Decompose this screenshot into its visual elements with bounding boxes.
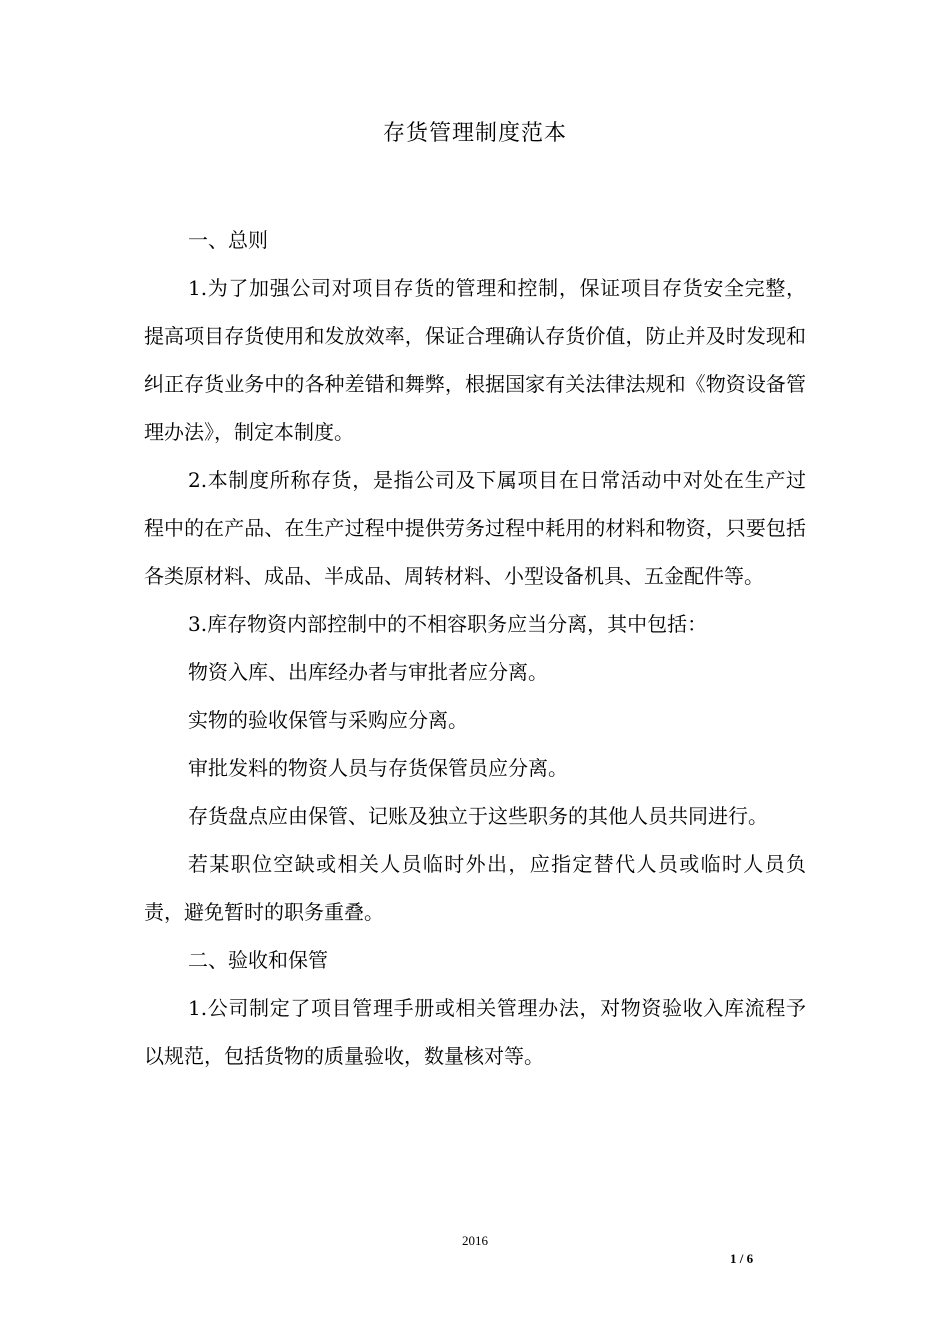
paragraph: 3.库存物资内部控制中的不相容职务应当分离，其中包括： <box>188 612 708 636</box>
paragraph: 物资入库、出库经办者与审批者应分离。 <box>188 660 548 684</box>
page-number: 1 / 6 <box>730 1251 754 1266</box>
paragraph: 1.公司制定了项目管理手册或相关管理办法，对物资验收入库流程予以规范，包括货物的质量验收，数量核对等。 <box>144 996 806 1068</box>
paragraph: 存货盘点应由保管、记账及独立于这些职务的其他人员共同进行。 <box>188 804 768 828</box>
paragraph: 实物的验收保管与采购应分离。 <box>188 708 468 732</box>
paragraph: 若某职位空缺或相关人员临时外出，应指定替代人员或临时人员负责，避免暂时的职务重叠。 <box>144 852 806 924</box>
paragraph: 审批发料的物资人员与存货保管员应分离。 <box>188 756 568 780</box>
document-body <box>144 216 806 1080</box>
section-heading-acceptance: 二、验收和保管 <box>188 948 328 972</box>
paragraph: 1.为了加强公司对项目存货的管理和控制，保证项目存货安全完整，提高项目存货使用和发放效率，保证合理确认存货价值，防止并及时发现和纠正存货业务中的各种差错和舞弊，根据国家有关法律法规和《物资设备管理办法》，制定本制度。 <box>144 276 806 444</box>
document-title: 存货管理制度范本 <box>382 121 567 146</box>
footer-year: 2016 <box>462 1233 488 1248</box>
paragraph: 2.本制度所称存货，是指公司及下属项目在日常活动中对处在生产过程中的在产品、在生产过程中提供劳务过程中耗用的材料和物资，只要包括各类原材料、成品、半成品、周转材料、小型设备机具、五金配件等。 <box>144 468 806 588</box>
section-heading-general: 一、总则 <box>188 228 268 252</box>
